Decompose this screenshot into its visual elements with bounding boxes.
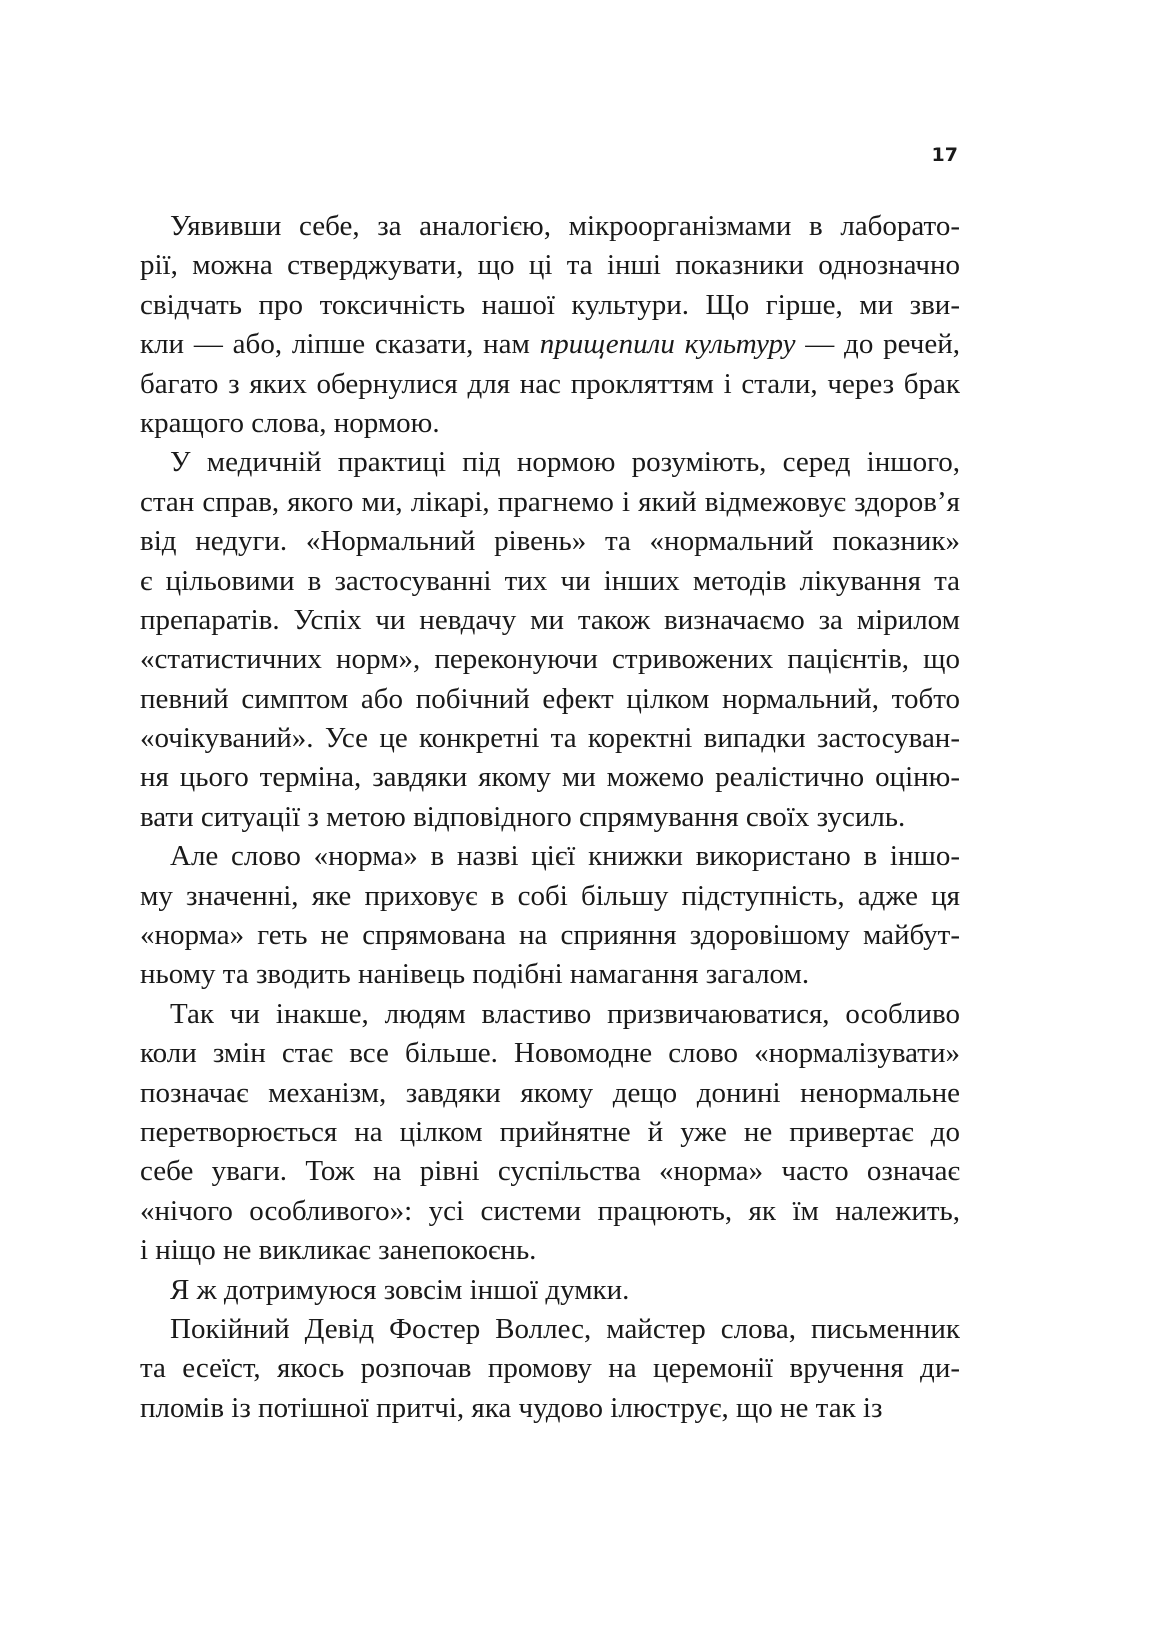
text-line: му значенні, яке приховує в собі більшу підступність, адже ця xyxy=(140,879,960,912)
text-line: є цільовими в застосуванні тих чи інших методів лікування та xyxy=(140,564,960,597)
text-line: себе уваги. Тож на рівні суспільства «норма» часто означає xyxy=(140,1155,960,1188)
text-line: багато з яких обернулися для нас прокляттям і стали, через брак xyxy=(140,367,960,400)
text-line: Але слово «норма» в назві цієї книжки використано в іншо- xyxy=(170,840,960,873)
text-line: певний симптом або побічний ефект цілком нормальний, тобто xyxy=(140,682,960,715)
text-line: стан справ, якого ми, лікарі, прагнемо і який відмежовує здоров’я xyxy=(140,485,960,518)
text-line: і ніщо не викликає занепокоєнь. xyxy=(140,1234,537,1267)
text-line: «статистичних норм», переконуючи стривожених пацієнтів, що xyxy=(140,643,960,676)
text-line: препаратів. Успіх чи невдачу ми також визначаємо за мірилом xyxy=(140,603,960,636)
text-line: Так чи інакше, людям властиво призвичаюватися, особливо xyxy=(170,997,960,1030)
text-line: «нічого особливого»: усі системи працюють, як їм належить, xyxy=(140,1194,960,1227)
paragraph xyxy=(140,1271,960,1310)
body-text xyxy=(140,207,960,1428)
text-line: позначає механізм, завдяки якому дещо донині ненормальне xyxy=(140,1076,960,1109)
text-line: від недуги. «Нормальний рівень» та «нормальний показник» xyxy=(140,525,960,558)
paragraph xyxy=(140,995,960,1271)
paragraph xyxy=(140,207,960,443)
text-line: «очікуваний». Усе це конкретні та коректні випадки застосуван- xyxy=(140,722,960,755)
text-line: Я ж дотримуюся зовсім іншої думки. xyxy=(170,1273,630,1306)
text-line: У медичній практиці під нормою розуміють, серед іншого, xyxy=(170,446,960,479)
text-line: та есеїст, якось розпочав промову на церемонії вручення ди- xyxy=(140,1352,960,1385)
text-line: «норма» геть не спрямована на сприяння здоровішому майбут- xyxy=(140,919,960,952)
text-segment: — до речей, xyxy=(795,328,960,361)
text-line xyxy=(140,325,960,364)
paragraph xyxy=(140,837,960,995)
paragraph xyxy=(140,443,960,837)
text-line: коли змін стає все більше. Новомодне слово «нормалізувати» xyxy=(140,1037,960,1070)
text-line: ньому та зводить нанівець подібні намагання загалом. xyxy=(140,958,810,991)
page-number: 17 xyxy=(931,144,958,166)
text-line: Покійний Девід Фостер Воллес, майстер слова, письменник xyxy=(170,1312,960,1345)
text-line: кращого слова, нормою. xyxy=(140,406,440,439)
italic-phrase: прищепили культуру xyxy=(539,328,796,361)
text-line: ня цього терміна, завдяки якому ми можемо реалістично оціню- xyxy=(140,761,960,794)
text-line: вати ситуації з метою відповідного спрямування своїх зусиль. xyxy=(140,800,906,833)
paragraph xyxy=(140,1310,960,1428)
text-line: пломів із потішної притчі, яка чудово ілюструє, що не так із xyxy=(140,1391,883,1424)
text-line: перетворюється на цілком прийнятне й уже не привертає до xyxy=(140,1115,960,1148)
text-line: свідчать про токсичність нашої культури. Що гірше, ми зви- xyxy=(140,288,960,321)
text-segment: кли — або, ліпше сказати, нам xyxy=(140,328,540,361)
text-line: рії, можна стверджувати, що ці та інші показники однозначно xyxy=(140,249,960,282)
text-line: Уявивши себе, за аналогією, мікроорганізмами в лаборато- xyxy=(170,210,960,242)
